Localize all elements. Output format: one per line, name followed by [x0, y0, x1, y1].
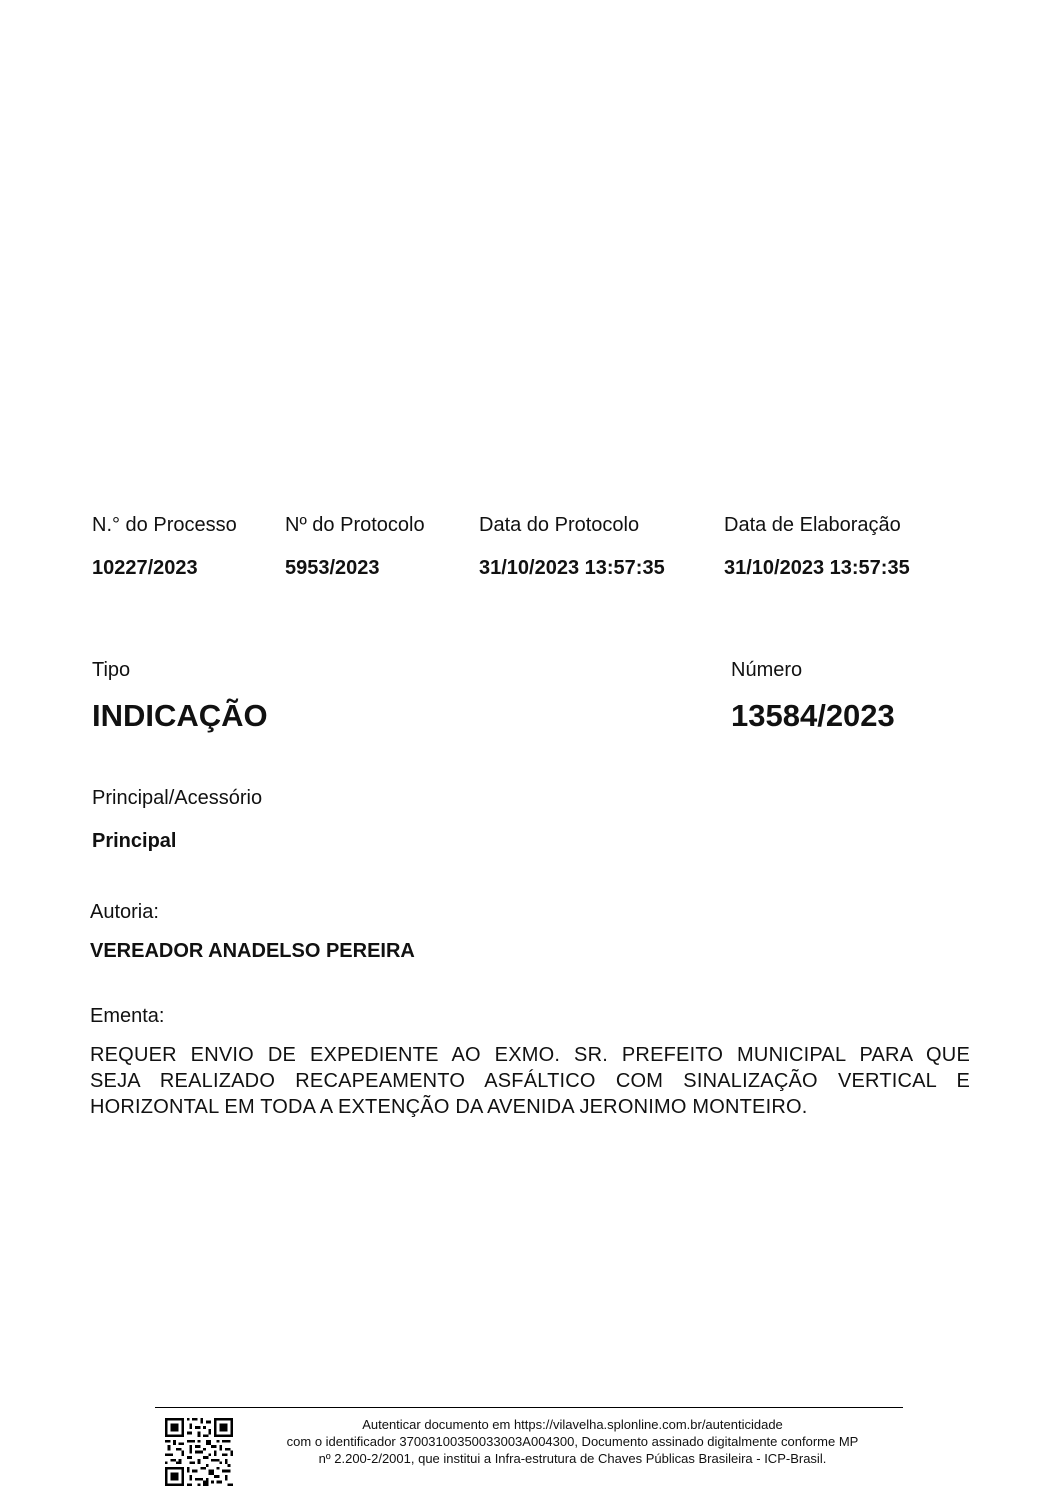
autoria-value: VEREADOR ANADELSO PEREIRA [90, 940, 415, 962]
tipo-value: INDICAÇÃO [92, 698, 268, 733]
footer-line-2: com o identificador 37003100350033003A004300, Documento assinado digitalmente conforme MP [286, 1434, 859, 1449]
data-elaboracao-label: Data de Elaboração [724, 514, 901, 536]
numero-value: 13584/2023 [731, 698, 895, 733]
ementa-line-3: HORIZONTAL EM TODA A EXTENÇÃO DA AVENIDA JERONIMO MONTEIRO. [90, 1096, 808, 1118]
qr-code-icon [165, 1418, 233, 1486]
ementa-line-1: REQUER ENVIO DE EXPEDIENTE AO EXMO. SR. PREFEITO MUNICIPAL PARA QUE [90, 1044, 970, 1066]
data-elaboracao-value: 31/10/2023 13:57:35 [724, 557, 910, 579]
data-protocolo-label: Data do Protocolo [479, 514, 640, 536]
principal-value: Principal [92, 830, 177, 852]
principal-label: Principal/Acessório [92, 787, 263, 809]
numero-label: Número [731, 659, 803, 681]
protocolo-value: 5953/2023 [285, 557, 380, 579]
footer-line-1: Autenticar documento em https://vilavelha.splonline.com.br/autenticidade [362, 1417, 783, 1432]
protocolo-label: Nº do Protocolo [285, 514, 425, 536]
footer-divider [155, 1407, 903, 1408]
autoria-label: Autoria: [90, 901, 159, 923]
processo-value: 10227/2023 [92, 557, 198, 579]
data-protocolo-value: 31/10/2023 13:57:35 [479, 557, 665, 579]
footer-line-3: nº 2.200-2/2001, que institui a Infra-estrutura de Chaves Públicas Brasileira - ICP-Brasil. [318, 1451, 827, 1466]
tipo-label: Tipo [92, 659, 131, 681]
ementa-text [90, 1042, 970, 1120]
footer-authentication-text [250, 1416, 895, 1467]
processo-label: N.° do Processo [92, 514, 237, 536]
ementa-label: Ementa: [90, 1005, 165, 1027]
ementa-line-2: SEJA REALIZADO RECAPEAMENTO ASFÁLTICO COM SINALIZAÇÃO VERTICAL E [90, 1070, 970, 1092]
